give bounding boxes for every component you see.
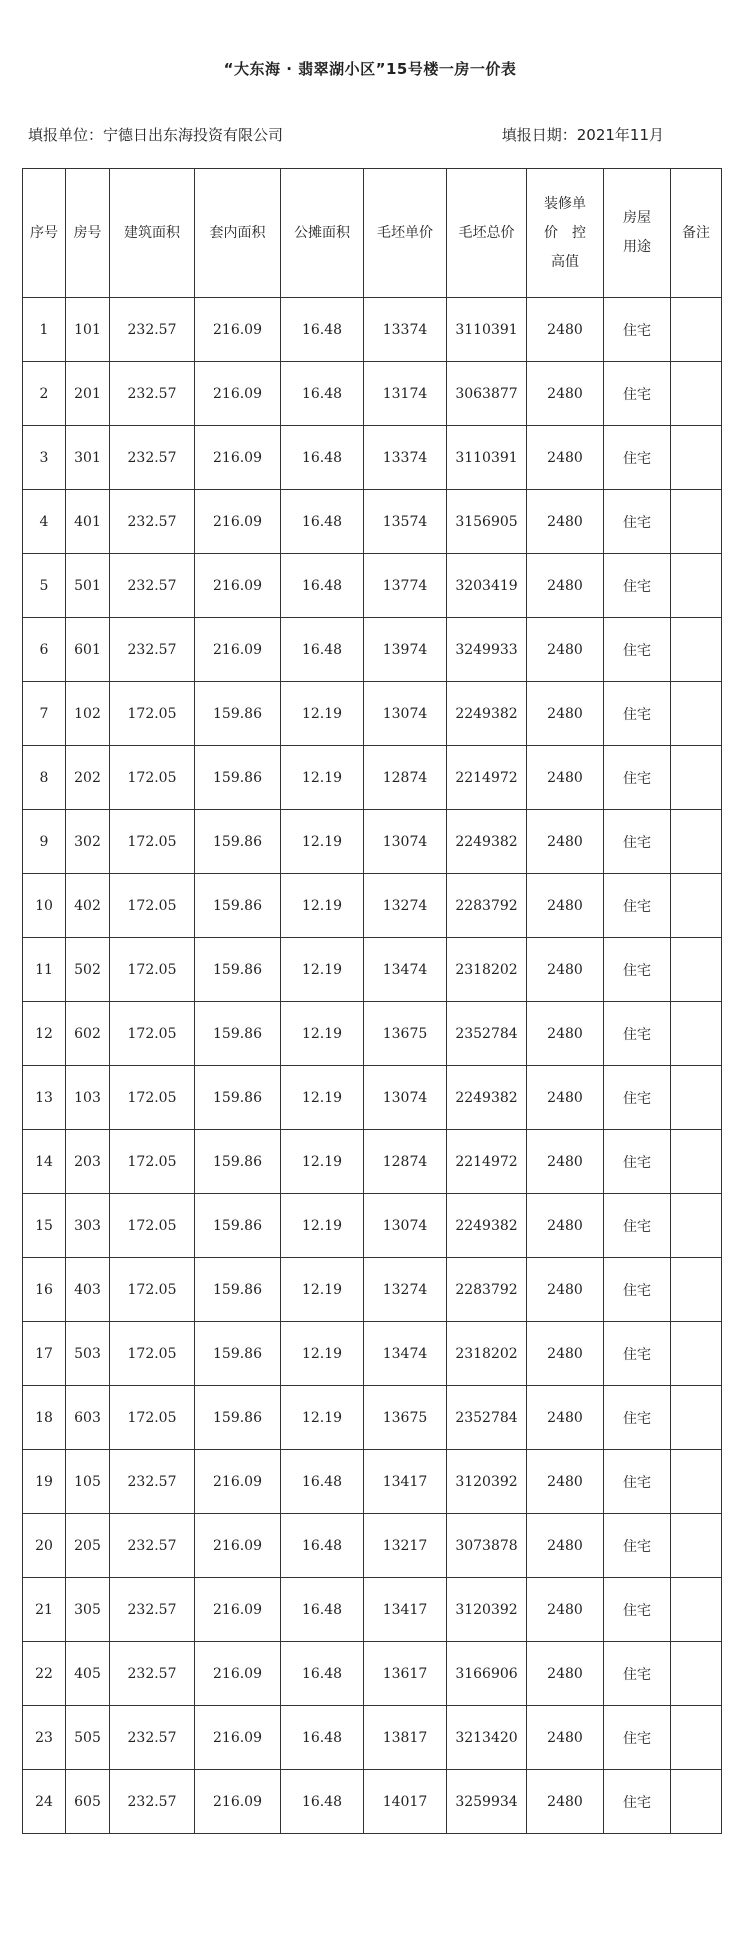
cell-shared-area: 12.19 — [281, 682, 364, 746]
cell-seq: 14 — [23, 1130, 66, 1194]
cell-unit-price: 13274 — [364, 874, 447, 938]
cell-total-price: 3213420 — [447, 1706, 527, 1770]
cell-usage: 住宅 — [604, 1578, 671, 1642]
cell-usage: 住宅 — [604, 362, 671, 426]
cell-seq: 10 — [23, 874, 66, 938]
cell-inner-area: 216.09 — [195, 1642, 281, 1706]
cell-usage: 住宅 — [604, 618, 671, 682]
cell-remark — [671, 1578, 722, 1642]
cell-seq: 1 — [23, 298, 66, 362]
table-row — [23, 490, 722, 554]
cell-unit-price: 13074 — [364, 1194, 447, 1258]
cell-total-price: 2249382 — [447, 810, 527, 874]
cell-room: 101 — [66, 298, 110, 362]
cell-unit-price: 13974 — [364, 618, 447, 682]
cell-shared-area: 12.19 — [281, 1322, 364, 1386]
cell-decoration-price: 2480 — [527, 1194, 604, 1258]
cell-seq: 12 — [23, 1002, 66, 1066]
cell-usage: 住宅 — [604, 1706, 671, 1770]
cell-total-price: 3110391 — [447, 426, 527, 490]
cell-inner-area: 159.86 — [195, 1002, 281, 1066]
cell-built-area: 172.05 — [110, 874, 195, 938]
cell-total-price: 3259934 — [447, 1770, 527, 1834]
cell-decoration-price: 2480 — [527, 426, 604, 490]
table-row — [23, 426, 722, 490]
header-seq: 序号 — [23, 169, 66, 298]
cell-remark — [671, 1642, 722, 1706]
table-row — [23, 1066, 722, 1130]
header-usage-line1: 房屋 — [623, 210, 651, 226]
reporting-unit: 填报单位：宁德日出东海投资有限公司 — [28, 126, 284, 144]
header-usage-line2: 用途 — [623, 239, 651, 255]
cell-seq: 9 — [23, 810, 66, 874]
cell-unit-price: 12874 — [364, 1130, 447, 1194]
table-row — [23, 1578, 722, 1642]
cell-unit-price: 13417 — [364, 1578, 447, 1642]
table-row — [23, 362, 722, 426]
cell-room: 601 — [66, 618, 110, 682]
cell-built-area: 232.57 — [110, 1770, 195, 1834]
cell-total-price: 2318202 — [447, 1322, 527, 1386]
cell-total-price: 3110391 — [447, 298, 527, 362]
cell-seq: 22 — [23, 1642, 66, 1706]
cell-usage: 住宅 — [604, 1514, 671, 1578]
table-body — [23, 298, 722, 1834]
cell-usage: 住宅 — [604, 1322, 671, 1386]
table-row — [23, 938, 722, 1002]
cell-inner-area: 216.09 — [195, 1770, 281, 1834]
cell-total-price: 2352784 — [447, 1386, 527, 1450]
cell-unit-price: 13675 — [364, 1002, 447, 1066]
cell-shared-area: 16.48 — [281, 1642, 364, 1706]
cell-total-price: 3249933 — [447, 618, 527, 682]
cell-shared-area: 12.19 — [281, 810, 364, 874]
cell-built-area: 172.05 — [110, 1386, 195, 1450]
cell-built-area: 232.57 — [110, 1642, 195, 1706]
table-row — [23, 554, 722, 618]
cell-room: 102 — [66, 682, 110, 746]
cell-shared-area: 12.19 — [281, 1386, 364, 1450]
table-row — [23, 618, 722, 682]
cell-inner-area: 159.86 — [195, 1258, 281, 1322]
cell-shared-area: 16.48 — [281, 618, 364, 682]
cell-remark — [671, 1514, 722, 1578]
cell-unit-price: 13217 — [364, 1514, 447, 1578]
cell-decoration-price: 2480 — [527, 554, 604, 618]
cell-usage: 住宅 — [604, 1450, 671, 1514]
cell-usage: 住宅 — [604, 1386, 671, 1450]
cell-usage: 住宅 — [604, 1002, 671, 1066]
cell-seq: 16 — [23, 1258, 66, 1322]
cell-remark — [671, 938, 722, 1002]
price-table — [22, 168, 722, 1834]
cell-total-price: 3073878 — [447, 1514, 527, 1578]
cell-shared-area: 16.48 — [281, 1578, 364, 1642]
cell-shared-area: 16.48 — [281, 1450, 364, 1514]
cell-usage: 住宅 — [604, 554, 671, 618]
cell-remark — [671, 1450, 722, 1514]
cell-shared-area: 12.19 — [281, 1194, 364, 1258]
header-usage — [604, 169, 671, 298]
cell-room: 503 — [66, 1322, 110, 1386]
cell-shared-area: 16.48 — [281, 426, 364, 490]
cell-remark — [671, 746, 722, 810]
page-title: “大东海 · 翡翠湖小区”15号楼一房一价表 — [223, 60, 517, 78]
cell-built-area: 232.57 — [110, 618, 195, 682]
cell-built-area: 172.05 — [110, 1322, 195, 1386]
cell-seq: 21 — [23, 1578, 66, 1642]
cell-room: 405 — [66, 1642, 110, 1706]
cell-shared-area: 16.48 — [281, 490, 364, 554]
cell-shared-area: 12.19 — [281, 746, 364, 810]
cell-built-area: 232.57 — [110, 554, 195, 618]
cell-room: 505 — [66, 1706, 110, 1770]
cell-decoration-price: 2480 — [527, 1002, 604, 1066]
cell-built-area: 232.57 — [110, 362, 195, 426]
cell-unit-price: 13374 — [364, 426, 447, 490]
cell-inner-area: 159.86 — [195, 1066, 281, 1130]
cell-remark — [671, 1770, 722, 1834]
table-row — [23, 810, 722, 874]
table-row — [23, 1322, 722, 1386]
cell-usage: 住宅 — [604, 490, 671, 554]
table-row — [23, 874, 722, 938]
table-row — [23, 1386, 722, 1450]
cell-seq: 13 — [23, 1066, 66, 1130]
cell-seq: 19 — [23, 1450, 66, 1514]
cell-unit-price: 13817 — [364, 1706, 447, 1770]
cell-inner-area: 159.86 — [195, 1386, 281, 1450]
table-row — [23, 1002, 722, 1066]
cell-built-area: 172.05 — [110, 1194, 195, 1258]
cell-total-price: 2249382 — [447, 1194, 527, 1258]
cell-seq: 8 — [23, 746, 66, 810]
header-room: 房号 — [66, 169, 110, 298]
header-decoration-line1: 装修单 — [544, 195, 586, 212]
cell-decoration-price: 2480 — [527, 938, 604, 1002]
cell-remark — [671, 1706, 722, 1770]
cell-built-area: 172.05 — [110, 1130, 195, 1194]
cell-total-price: 3203419 — [447, 554, 527, 618]
cell-usage: 住宅 — [604, 874, 671, 938]
cell-room: 205 — [66, 1514, 110, 1578]
cell-decoration-price: 2480 — [527, 618, 604, 682]
table-row — [23, 1450, 722, 1514]
cell-decoration-price: 2480 — [527, 490, 604, 554]
cell-unit-price: 14017 — [364, 1770, 447, 1834]
cell-shared-area: 12.19 — [281, 1258, 364, 1322]
cell-decoration-price: 2480 — [527, 1578, 604, 1642]
cell-unit-price: 13074 — [364, 810, 447, 874]
cell-total-price: 3120392 — [447, 1578, 527, 1642]
cell-room: 605 — [66, 1770, 110, 1834]
cell-room: 301 — [66, 426, 110, 490]
cell-unit-price: 13374 — [364, 298, 447, 362]
table-row — [23, 1130, 722, 1194]
cell-room: 402 — [66, 874, 110, 938]
cell-unit-price: 13074 — [364, 682, 447, 746]
cell-total-price: 2214972 — [447, 746, 527, 810]
cell-room: 603 — [66, 1386, 110, 1450]
cell-remark — [671, 810, 722, 874]
cell-decoration-price: 2480 — [527, 682, 604, 746]
cell-room: 105 — [66, 1450, 110, 1514]
cell-usage: 住宅 — [604, 682, 671, 746]
header-decoration-line2: 价 控 — [544, 224, 586, 241]
cell-shared-area: 12.19 — [281, 1130, 364, 1194]
cell-decoration-price: 2480 — [527, 1258, 604, 1322]
cell-inner-area: 216.09 — [195, 1706, 281, 1770]
cell-built-area: 232.57 — [110, 1450, 195, 1514]
header-remark: 备注 — [671, 169, 722, 298]
cell-remark — [671, 426, 722, 490]
cell-room: 305 — [66, 1578, 110, 1642]
table-row — [23, 1258, 722, 1322]
cell-shared-area: 16.48 — [281, 1514, 364, 1578]
cell-shared-area: 16.48 — [281, 1706, 364, 1770]
cell-usage: 住宅 — [604, 1770, 671, 1834]
cell-inner-area: 159.86 — [195, 746, 281, 810]
cell-seq: 4 — [23, 490, 66, 554]
cell-inner-area: 216.09 — [195, 1450, 281, 1514]
cell-decoration-price: 2480 — [527, 1514, 604, 1578]
cell-inner-area: 159.86 — [195, 810, 281, 874]
cell-inner-area: 216.09 — [195, 362, 281, 426]
cell-inner-area: 159.86 — [195, 1322, 281, 1386]
cell-remark — [671, 874, 722, 938]
cell-shared-area: 12.19 — [281, 938, 364, 1002]
cell-room: 303 — [66, 1194, 110, 1258]
cell-total-price: 3156905 — [447, 490, 527, 554]
table-row — [23, 1770, 722, 1834]
cell-inner-area: 159.86 — [195, 682, 281, 746]
cell-unit-price: 13617 — [364, 1642, 447, 1706]
cell-inner-area: 216.09 — [195, 298, 281, 362]
cell-usage: 住宅 — [604, 1642, 671, 1706]
header-total-price: 毛坯总价 — [447, 169, 527, 298]
cell-total-price: 2283792 — [447, 874, 527, 938]
header-decoration-line3: 高值 — [551, 253, 579, 270]
cell-unit-price: 13474 — [364, 1322, 447, 1386]
cell-unit-price: 13174 — [364, 362, 447, 426]
cell-room: 501 — [66, 554, 110, 618]
cell-remark — [671, 682, 722, 746]
cell-built-area: 172.05 — [110, 1002, 195, 1066]
cell-decoration-price: 2480 — [527, 746, 604, 810]
cell-usage: 住宅 — [604, 1258, 671, 1322]
cell-seq: 5 — [23, 554, 66, 618]
cell-seq: 7 — [23, 682, 66, 746]
cell-decoration-price: 2480 — [527, 1642, 604, 1706]
cell-shared-area: 16.48 — [281, 554, 364, 618]
cell-seq: 11 — [23, 938, 66, 1002]
cell-seq: 18 — [23, 1386, 66, 1450]
cell-usage: 住宅 — [604, 426, 671, 490]
cell-inner-area: 216.09 — [195, 1578, 281, 1642]
cell-remark — [671, 1258, 722, 1322]
cell-unit-price: 13274 — [364, 1258, 447, 1322]
cell-seq: 15 — [23, 1194, 66, 1258]
cell-inner-area: 159.86 — [195, 874, 281, 938]
table-row — [23, 1194, 722, 1258]
cell-remark — [671, 554, 722, 618]
cell-decoration-price: 2480 — [527, 362, 604, 426]
reporting-date: 填报日期：2021年11月 — [501, 126, 664, 144]
cell-remark — [671, 1002, 722, 1066]
cell-seq: 24 — [23, 1770, 66, 1834]
cell-unit-price: 13074 — [364, 1066, 447, 1130]
cell-total-price: 3166906 — [447, 1642, 527, 1706]
cell-usage: 住宅 — [604, 746, 671, 810]
cell-built-area: 172.05 — [110, 1258, 195, 1322]
cell-built-area: 232.57 — [110, 1514, 195, 1578]
cell-usage: 住宅 — [604, 810, 671, 874]
table-row — [23, 1514, 722, 1578]
cell-shared-area: 12.19 — [281, 874, 364, 938]
header-inner-area: 套内面积 — [195, 169, 281, 298]
cell-built-area: 232.57 — [110, 426, 195, 490]
cell-seq: 2 — [23, 362, 66, 426]
cell-decoration-price: 2480 — [527, 1322, 604, 1386]
cell-inner-area: 216.09 — [195, 426, 281, 490]
table-row — [23, 746, 722, 810]
cell-total-price: 3120392 — [447, 1450, 527, 1514]
cell-decoration-price: 2480 — [527, 1706, 604, 1770]
cell-room: 302 — [66, 810, 110, 874]
cell-total-price: 2249382 — [447, 682, 527, 746]
cell-decoration-price: 2480 — [527, 1450, 604, 1514]
cell-remark — [671, 1322, 722, 1386]
cell-built-area: 232.57 — [110, 490, 195, 554]
cell-built-area: 172.05 — [110, 810, 195, 874]
cell-unit-price: 13417 — [364, 1450, 447, 1514]
cell-seq: 3 — [23, 426, 66, 490]
cell-remark — [671, 618, 722, 682]
cell-room: 201 — [66, 362, 110, 426]
cell-unit-price: 12874 — [364, 746, 447, 810]
cell-shared-area: 12.19 — [281, 1002, 364, 1066]
cell-room: 401 — [66, 490, 110, 554]
cell-built-area: 232.57 — [110, 1578, 195, 1642]
cell-room: 602 — [66, 1002, 110, 1066]
cell-unit-price: 13574 — [364, 490, 447, 554]
header-built-area: 建筑面积 — [110, 169, 195, 298]
cell-shared-area: 16.48 — [281, 362, 364, 426]
cell-inner-area: 216.09 — [195, 554, 281, 618]
cell-decoration-price: 2480 — [527, 1770, 604, 1834]
cell-decoration-price: 2480 — [527, 1386, 604, 1450]
cell-decoration-price: 2480 — [527, 1066, 604, 1130]
header-unit-price: 毛坯单价 — [364, 169, 447, 298]
cell-room: 203 — [66, 1130, 110, 1194]
cell-usage: 住宅 — [604, 1194, 671, 1258]
cell-unit-price: 13774 — [364, 554, 447, 618]
table-row — [23, 682, 722, 746]
cell-inner-area: 216.09 — [195, 490, 281, 554]
cell-inner-area: 159.86 — [195, 938, 281, 1002]
cell-remark — [671, 1066, 722, 1130]
cell-unit-price: 13675 — [364, 1386, 447, 1450]
cell-inner-area: 216.09 — [195, 1514, 281, 1578]
cell-room: 502 — [66, 938, 110, 1002]
cell-remark — [671, 1194, 722, 1258]
cell-seq: 23 — [23, 1706, 66, 1770]
cell-inner-area: 216.09 — [195, 618, 281, 682]
cell-inner-area: 159.86 — [195, 1194, 281, 1258]
cell-seq: 6 — [23, 618, 66, 682]
cell-built-area: 172.05 — [110, 682, 195, 746]
cell-room: 202 — [66, 746, 110, 810]
header-decoration-price — [527, 169, 604, 298]
cell-usage: 住宅 — [604, 1066, 671, 1130]
cell-built-area: 172.05 — [110, 1066, 195, 1130]
header-shared-area: 公摊面积 — [281, 169, 364, 298]
cell-remark — [671, 1130, 722, 1194]
cell-shared-area: 16.48 — [281, 298, 364, 362]
cell-usage: 住宅 — [604, 1130, 671, 1194]
cell-built-area: 172.05 — [110, 746, 195, 810]
cell-shared-area: 16.48 — [281, 1770, 364, 1834]
cell-built-area: 232.57 — [110, 298, 195, 362]
cell-remark — [671, 298, 722, 362]
cell-remark — [671, 362, 722, 426]
cell-decoration-price: 2480 — [527, 298, 604, 362]
cell-usage: 住宅 — [604, 298, 671, 362]
cell-built-area: 232.57 — [110, 1706, 195, 1770]
cell-total-price: 2214972 — [447, 1130, 527, 1194]
cell-remark — [671, 490, 722, 554]
cell-usage: 住宅 — [604, 938, 671, 1002]
cell-seq: 17 — [23, 1322, 66, 1386]
cell-total-price: 2352784 — [447, 1002, 527, 1066]
table-row — [23, 1706, 722, 1770]
cell-total-price: 2283792 — [447, 1258, 527, 1322]
cell-decoration-price: 2480 — [527, 1130, 604, 1194]
cell-total-price: 2318202 — [447, 938, 527, 1002]
table-row — [23, 1642, 722, 1706]
cell-built-area: 172.05 — [110, 938, 195, 1002]
cell-seq: 20 — [23, 1514, 66, 1578]
cell-room: 103 — [66, 1066, 110, 1130]
cell-room: 403 — [66, 1258, 110, 1322]
cell-total-price: 2249382 — [447, 1066, 527, 1130]
cell-unit-price: 13474 — [364, 938, 447, 1002]
cell-inner-area: 159.86 — [195, 1130, 281, 1194]
table-header-row — [23, 169, 722, 298]
cell-total-price: 3063877 — [447, 362, 527, 426]
cell-remark — [671, 1386, 722, 1450]
cell-decoration-price: 2480 — [527, 810, 604, 874]
cell-shared-area: 12.19 — [281, 1066, 364, 1130]
table-row — [23, 298, 722, 362]
cell-decoration-price: 2480 — [527, 874, 604, 938]
